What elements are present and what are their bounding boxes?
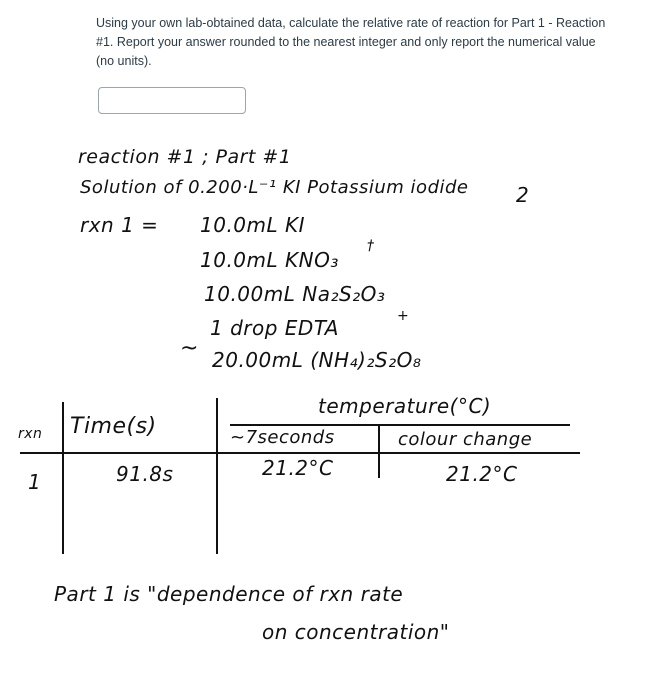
solution-mark: 2	[516, 183, 530, 207]
tilde-mark: ~	[180, 336, 199, 361]
header-seven-seconds: ~7seconds	[230, 427, 335, 448]
mark-edta: +	[397, 308, 410, 324]
mark-kno3: †	[367, 238, 375, 254]
reagent-na2s2o3: 10.00mL Na₂S₂O₃	[204, 282, 386, 306]
row-temp-1: 21.2°C	[262, 456, 334, 480]
question-text: Using your own lab-obtained data, calculate the relative rate of reaction for Part 1 - Reaction #1. Report your answer rounded to the nearest integer and only report the numerical value (no units).	[96, 16, 606, 68]
table-header-rule	[20, 452, 580, 454]
row-rxn: 1	[28, 470, 42, 494]
row-temp-2: 21.2°C	[446, 462, 518, 486]
table-col-divider-2	[216, 398, 218, 554]
row-time: 91.8s	[116, 462, 174, 486]
notes-heading: reaction #1 ; Part #1	[78, 146, 292, 168]
footer-line-2: on concentration"	[262, 620, 450, 644]
answer-input[interactable]	[98, 87, 246, 114]
reagent-persulfate: 20.00mL (NH₄)₂S₂O₈	[212, 348, 422, 372]
table-col-divider-3	[378, 426, 380, 478]
header-rxn: rxn	[18, 426, 43, 442]
rxn-label: rxn 1 =	[80, 213, 159, 237]
footer-line-1: Part 1 is "dependence of rxn rate	[54, 582, 404, 606]
reagent-edta: 1 drop EDTA	[210, 316, 339, 340]
table-col-divider-1	[62, 402, 64, 554]
header-temperature: temperature(°C)	[318, 394, 492, 418]
reagent-kno3: 10.0mL KNO₃	[200, 248, 339, 272]
solution-line: Solution of 0.200·L⁻¹ KI Potassium iodide	[80, 177, 469, 198]
header-time: Time(s)	[70, 414, 157, 439]
reagent-ki: 10.0mL KI	[200, 213, 306, 237]
table-subheader-rule	[230, 424, 570, 426]
header-colour-change: colour change	[398, 429, 533, 450]
